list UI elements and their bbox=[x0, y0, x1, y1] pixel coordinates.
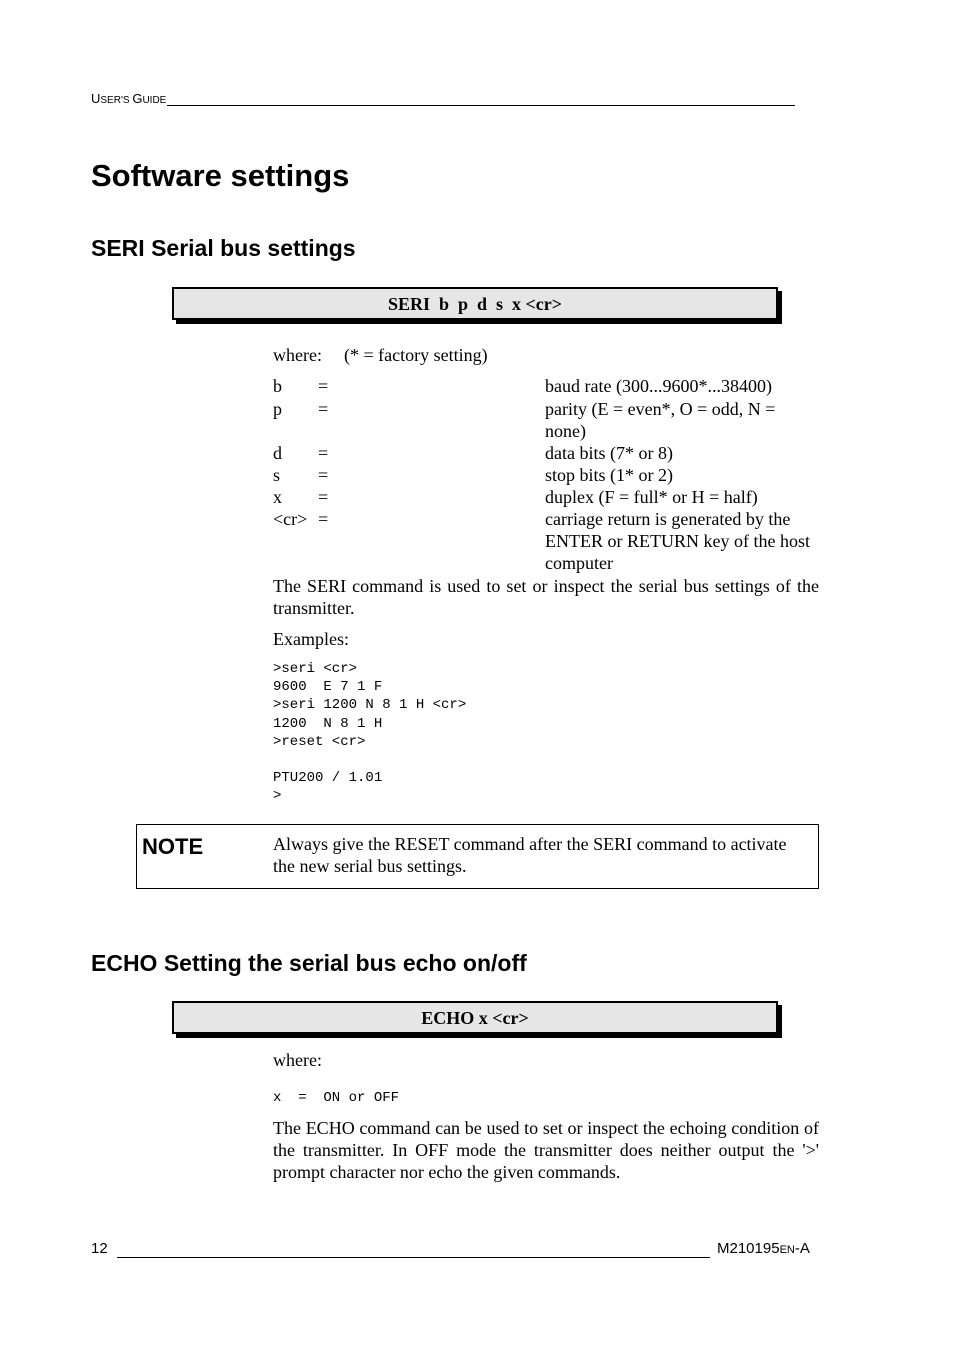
code-line: 1200 N 8 1 H bbox=[273, 715, 383, 732]
seri-description: The SERI command is used to set or inspect the serial bus settings of the transmitter. bbox=[273, 576, 819, 618]
param-eq-x: = bbox=[318, 487, 329, 507]
param-key-d: d bbox=[273, 443, 282, 463]
param-key-cr: <cr> bbox=[273, 509, 308, 529]
echo-description: The ECHO command can be used to set or inspect the echoing condition of the transmitter. In OFF mode the transmitter does neither output the '>' prompt character nor echo the given commands. bbox=[273, 1118, 819, 1182]
page-number: 12 bbox=[91, 1240, 108, 1257]
echo-command-text: ECHO x <cr> bbox=[421, 1008, 529, 1028]
header-rule bbox=[167, 91, 795, 106]
examples-label: Examples: bbox=[273, 629, 349, 649]
code-line: >seri <cr> bbox=[273, 661, 358, 677]
param-key-b: b bbox=[273, 376, 282, 396]
echo-where-label: where: bbox=[273, 1050, 322, 1070]
note-text: Always give the RESET command after the SERI command to activate the new serial bus settings. bbox=[273, 834, 787, 876]
param-key-x: x bbox=[273, 487, 282, 507]
page-title: Software settings bbox=[91, 158, 350, 193]
footer-rule bbox=[117, 1243, 710, 1258]
seri-where-label: where: bbox=[273, 345, 322, 365]
param-desc-d: data bits (7* or 8) bbox=[545, 443, 673, 463]
param-desc-s: stop bits (1* or 2) bbox=[545, 465, 673, 485]
code-line bbox=[273, 751, 466, 769]
code-line: 9600 E 7 1 F bbox=[273, 679, 383, 696]
code-line: >reset <cr> bbox=[273, 733, 366, 750]
running-header: USER'S GUIDE bbox=[91, 91, 795, 106]
examples-code-block bbox=[273, 660, 466, 806]
seri-heading: SERI Serial bus settings bbox=[91, 235, 356, 261]
code-line: PTU200 / 1.01 bbox=[273, 770, 383, 787]
seri-command-text: SERI b p d s x <cr> bbox=[387, 294, 563, 314]
param-key-s: s bbox=[273, 465, 281, 485]
param-eq-b: = bbox=[318, 376, 329, 396]
param-key-p: p bbox=[273, 399, 282, 419]
doc-code: M210195EN-A bbox=[717, 1240, 810, 1257]
echo-param-line: x = ON or OFF bbox=[273, 1090, 400, 1106]
param-desc-p: parity (E = even*, O = odd, N = none) bbox=[545, 399, 776, 441]
param-desc-b: baud rate (300...9600*...38400) bbox=[545, 376, 772, 396]
echo-heading: ECHO Setting the serial bus echo on/off bbox=[91, 950, 527, 976]
param-eq-s: = bbox=[318, 465, 329, 485]
seri-command-box bbox=[172, 287, 778, 320]
param-eq-d: = bbox=[318, 443, 329, 463]
note-label: NOTE bbox=[142, 834, 204, 859]
code-line: >seri 1200 N 8 1 H <cr> bbox=[273, 697, 467, 714]
param-desc-x: duplex (F = full* or H = half) bbox=[545, 487, 758, 507]
param-eq-p: = bbox=[318, 399, 329, 419]
echo-command-box bbox=[172, 1001, 778, 1034]
code-line: > bbox=[273, 788, 282, 805]
seri-factory-note: (* = factory setting) bbox=[344, 345, 488, 365]
param-eq-cr: = bbox=[318, 509, 329, 529]
param-desc-cr: carriage return is generated by the ENTER or RETURN key of the host computer bbox=[545, 509, 810, 573]
